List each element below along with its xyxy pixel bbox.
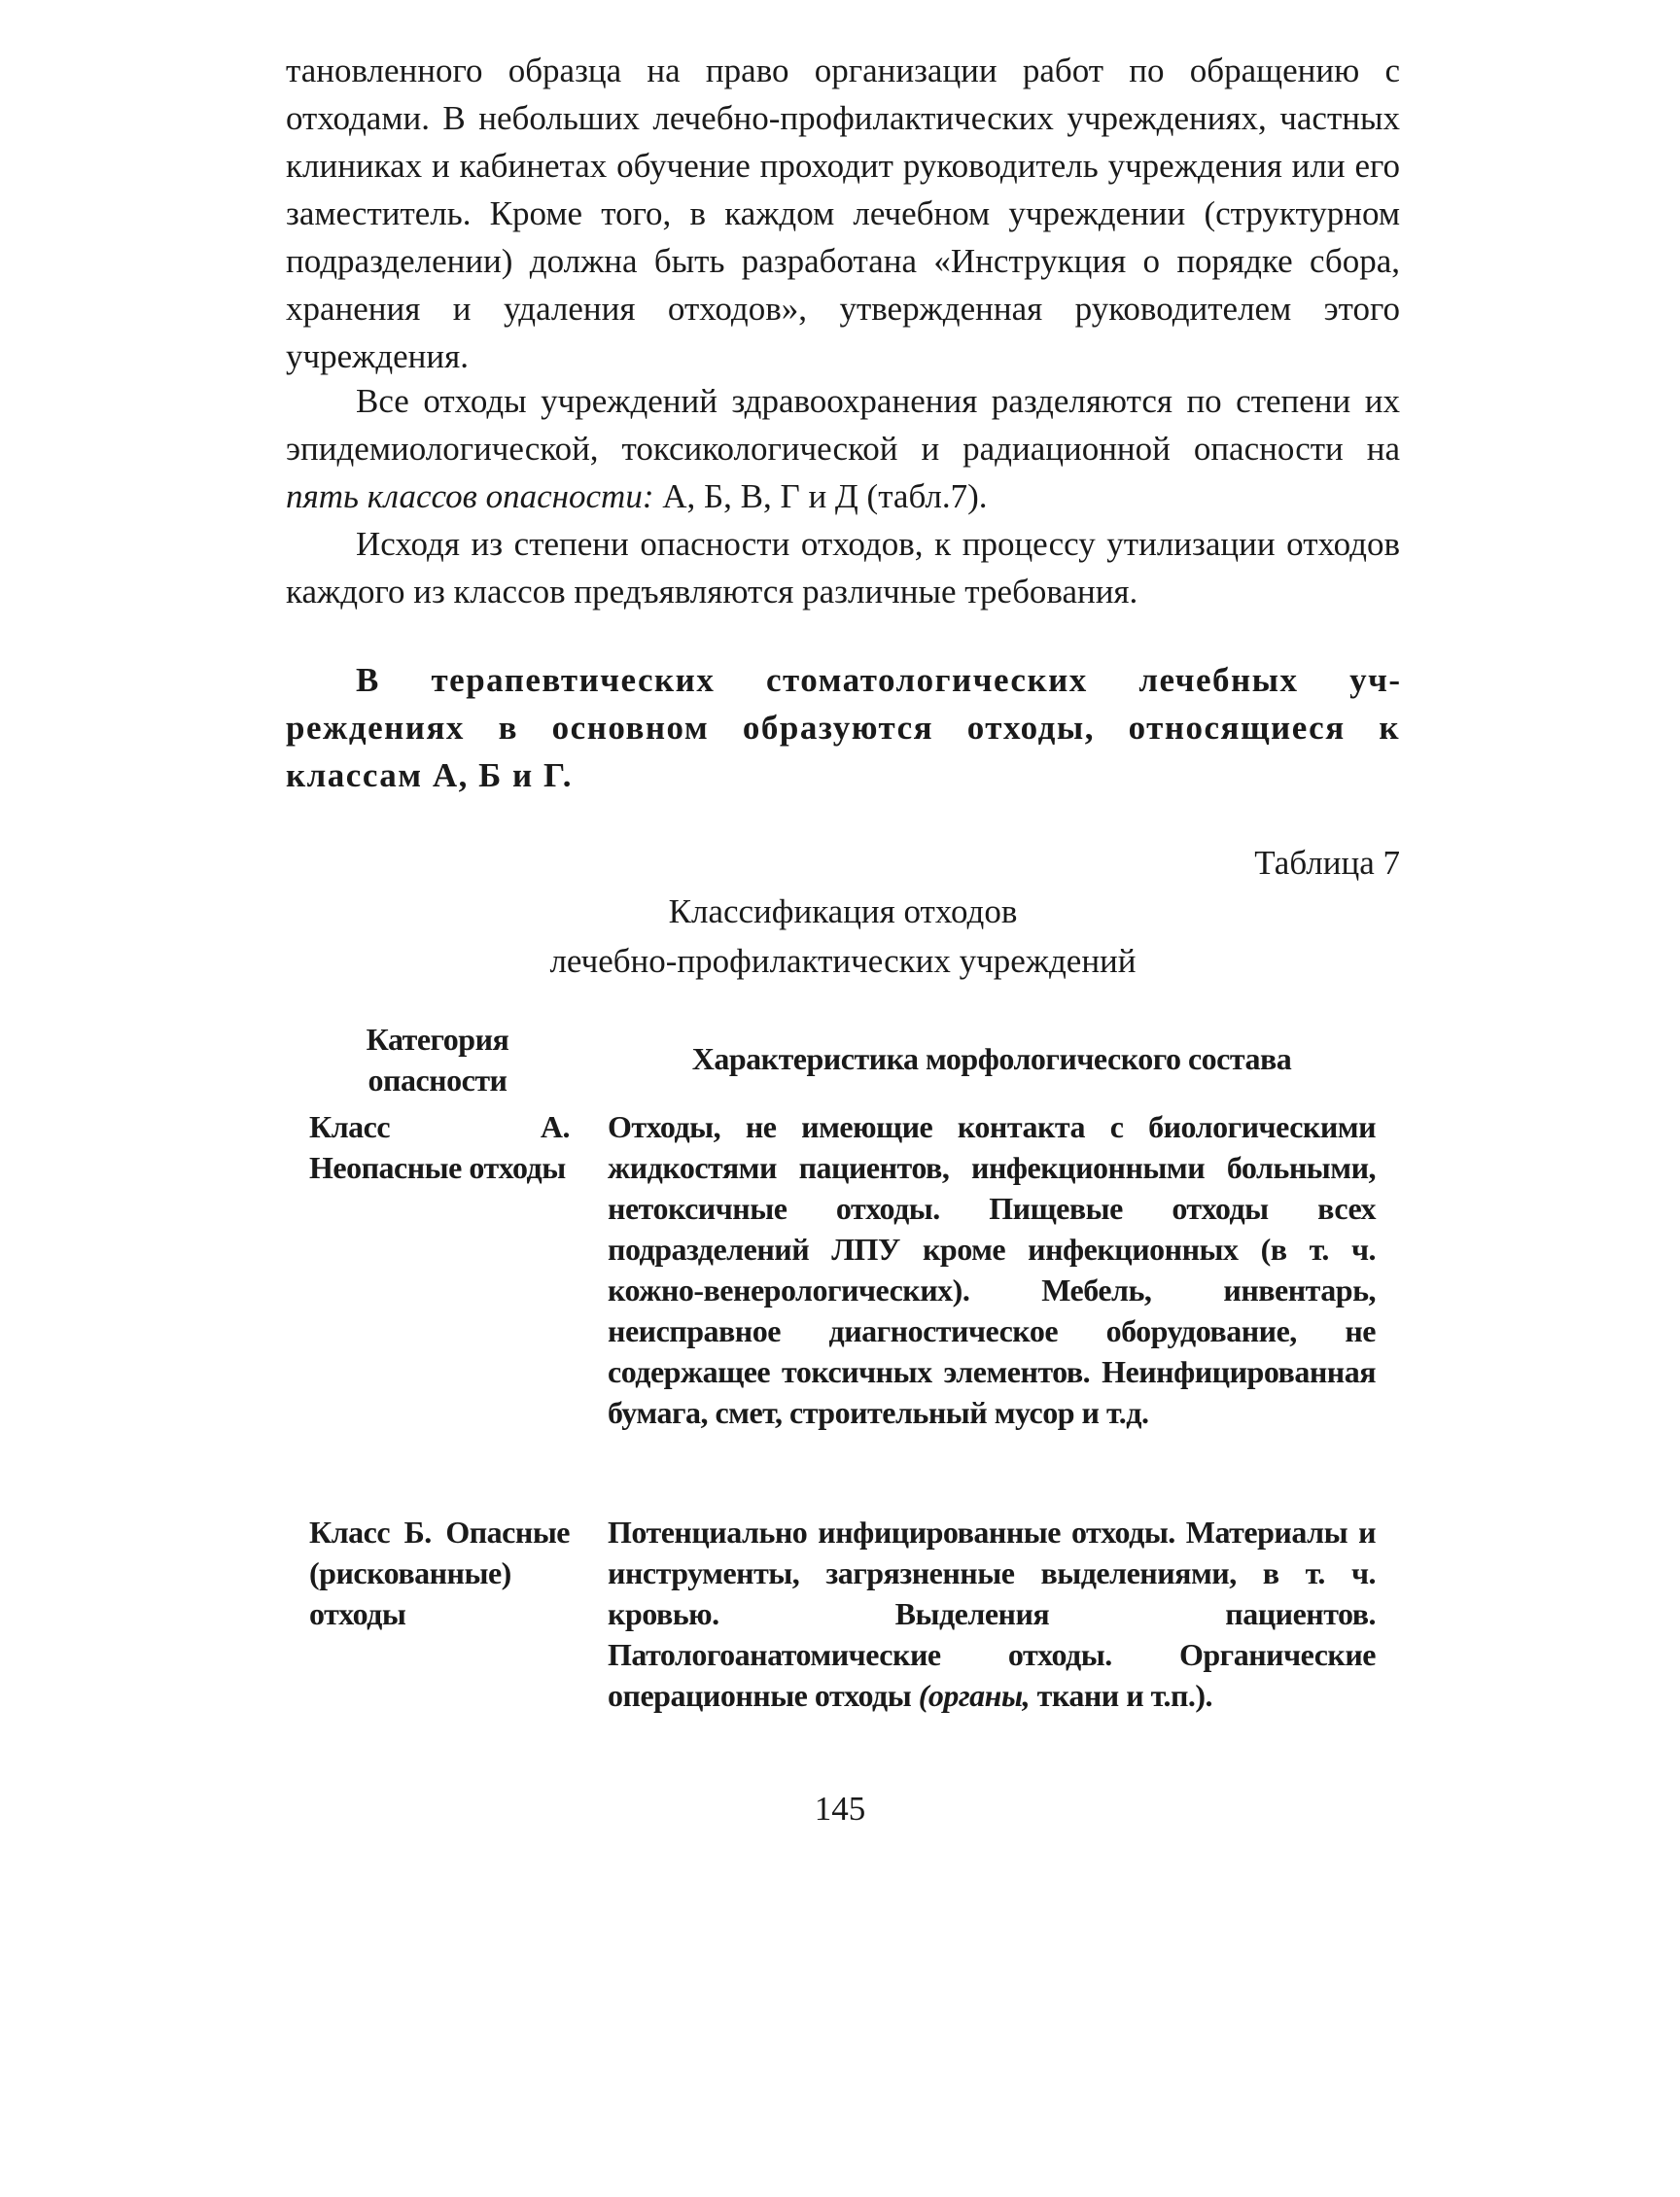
table-row-b-characteristics-italic: (органы, xyxy=(918,1678,1031,1713)
table-header-category: Категория опасности xyxy=(366,1022,509,1098)
paragraph-2-italic: пять классов опасности: xyxy=(286,477,654,515)
table-row-b-characteristics-start: Потенциально инфицированные отходы. Материалы и инструменты, загрязненные выделениями, в т. ч. кровью. Выделения пациентов. Патологоанатомические отходы. Органические операционные отходы xyxy=(608,1515,1376,1713)
table-row-b-characteristics xyxy=(608,1512,1376,1716)
table-number: Таблица 7 xyxy=(1254,844,1400,882)
page-number: 145 xyxy=(814,1790,866,1828)
table-row-b-characteristics-end: ткани и т.п.). xyxy=(1030,1678,1213,1713)
table-title xyxy=(286,887,1400,986)
paragraph-1: тановленного образца на право организации работ по обращению с отходами. В небольших лечебно-профилактических учреждениях, частных клиниках и кабинетах обучение проходит руководитель учреждения или его заместитель. Кроме того, в каждом лечебном учреждении (структурном подразделении) должна быть разработана «Инструкция о порядке сбора, хранения и удаления отходов», утвержденная руководителем этого учреждения. xyxy=(286,52,1400,375)
table-title-line-2: лечебно-профилактических учреждений xyxy=(549,942,1137,980)
paragraph-2 xyxy=(286,377,1400,520)
table-row-a-characteristics: Отходы, не имеющие контакта с биологическими жидкостями пациентов, инфекционными больными, нетоксичные отходы. Пищевые отходы всех подразделений ЛПУ кроме инфекционных (в т. ч. кожно-венерологических). Мебель, инвентарь, неисправное диагностическое оборудование, не содержащее токсичных элементов. Неинфицированная бумага, смет, строительный мусор и т.д. xyxy=(608,1109,1376,1430)
paragraph-2-start: Все отходы учреждений здравоохранения разделяются по степени их эпидемиологической, токсикологической и радиационной опасности на xyxy=(286,382,1400,468)
table-row-a-category: Класс А. Неопасные отходы xyxy=(309,1109,570,1185)
paragraph-3: Исходя из степени опасности отходов, к процессу утилизации отходов каждого из классов предъявляются различные требования. xyxy=(286,525,1400,610)
table-row-b-category: Класс Б. Опасные (рискованные) отходы xyxy=(309,1515,570,1631)
table-title-line-1: Классификация отходов xyxy=(668,892,1018,930)
paragraph-2-end: А, Б, В, Г и Д (табл.7). xyxy=(653,477,988,515)
table-header-characteristics: Характеристика морфологического состава xyxy=(691,1041,1292,1076)
bold-paragraph: В терапевтических стоматологических лечебных учреждениях в основном образуются отходы, относящиеся к классам А, Б и Г. xyxy=(286,661,1400,794)
